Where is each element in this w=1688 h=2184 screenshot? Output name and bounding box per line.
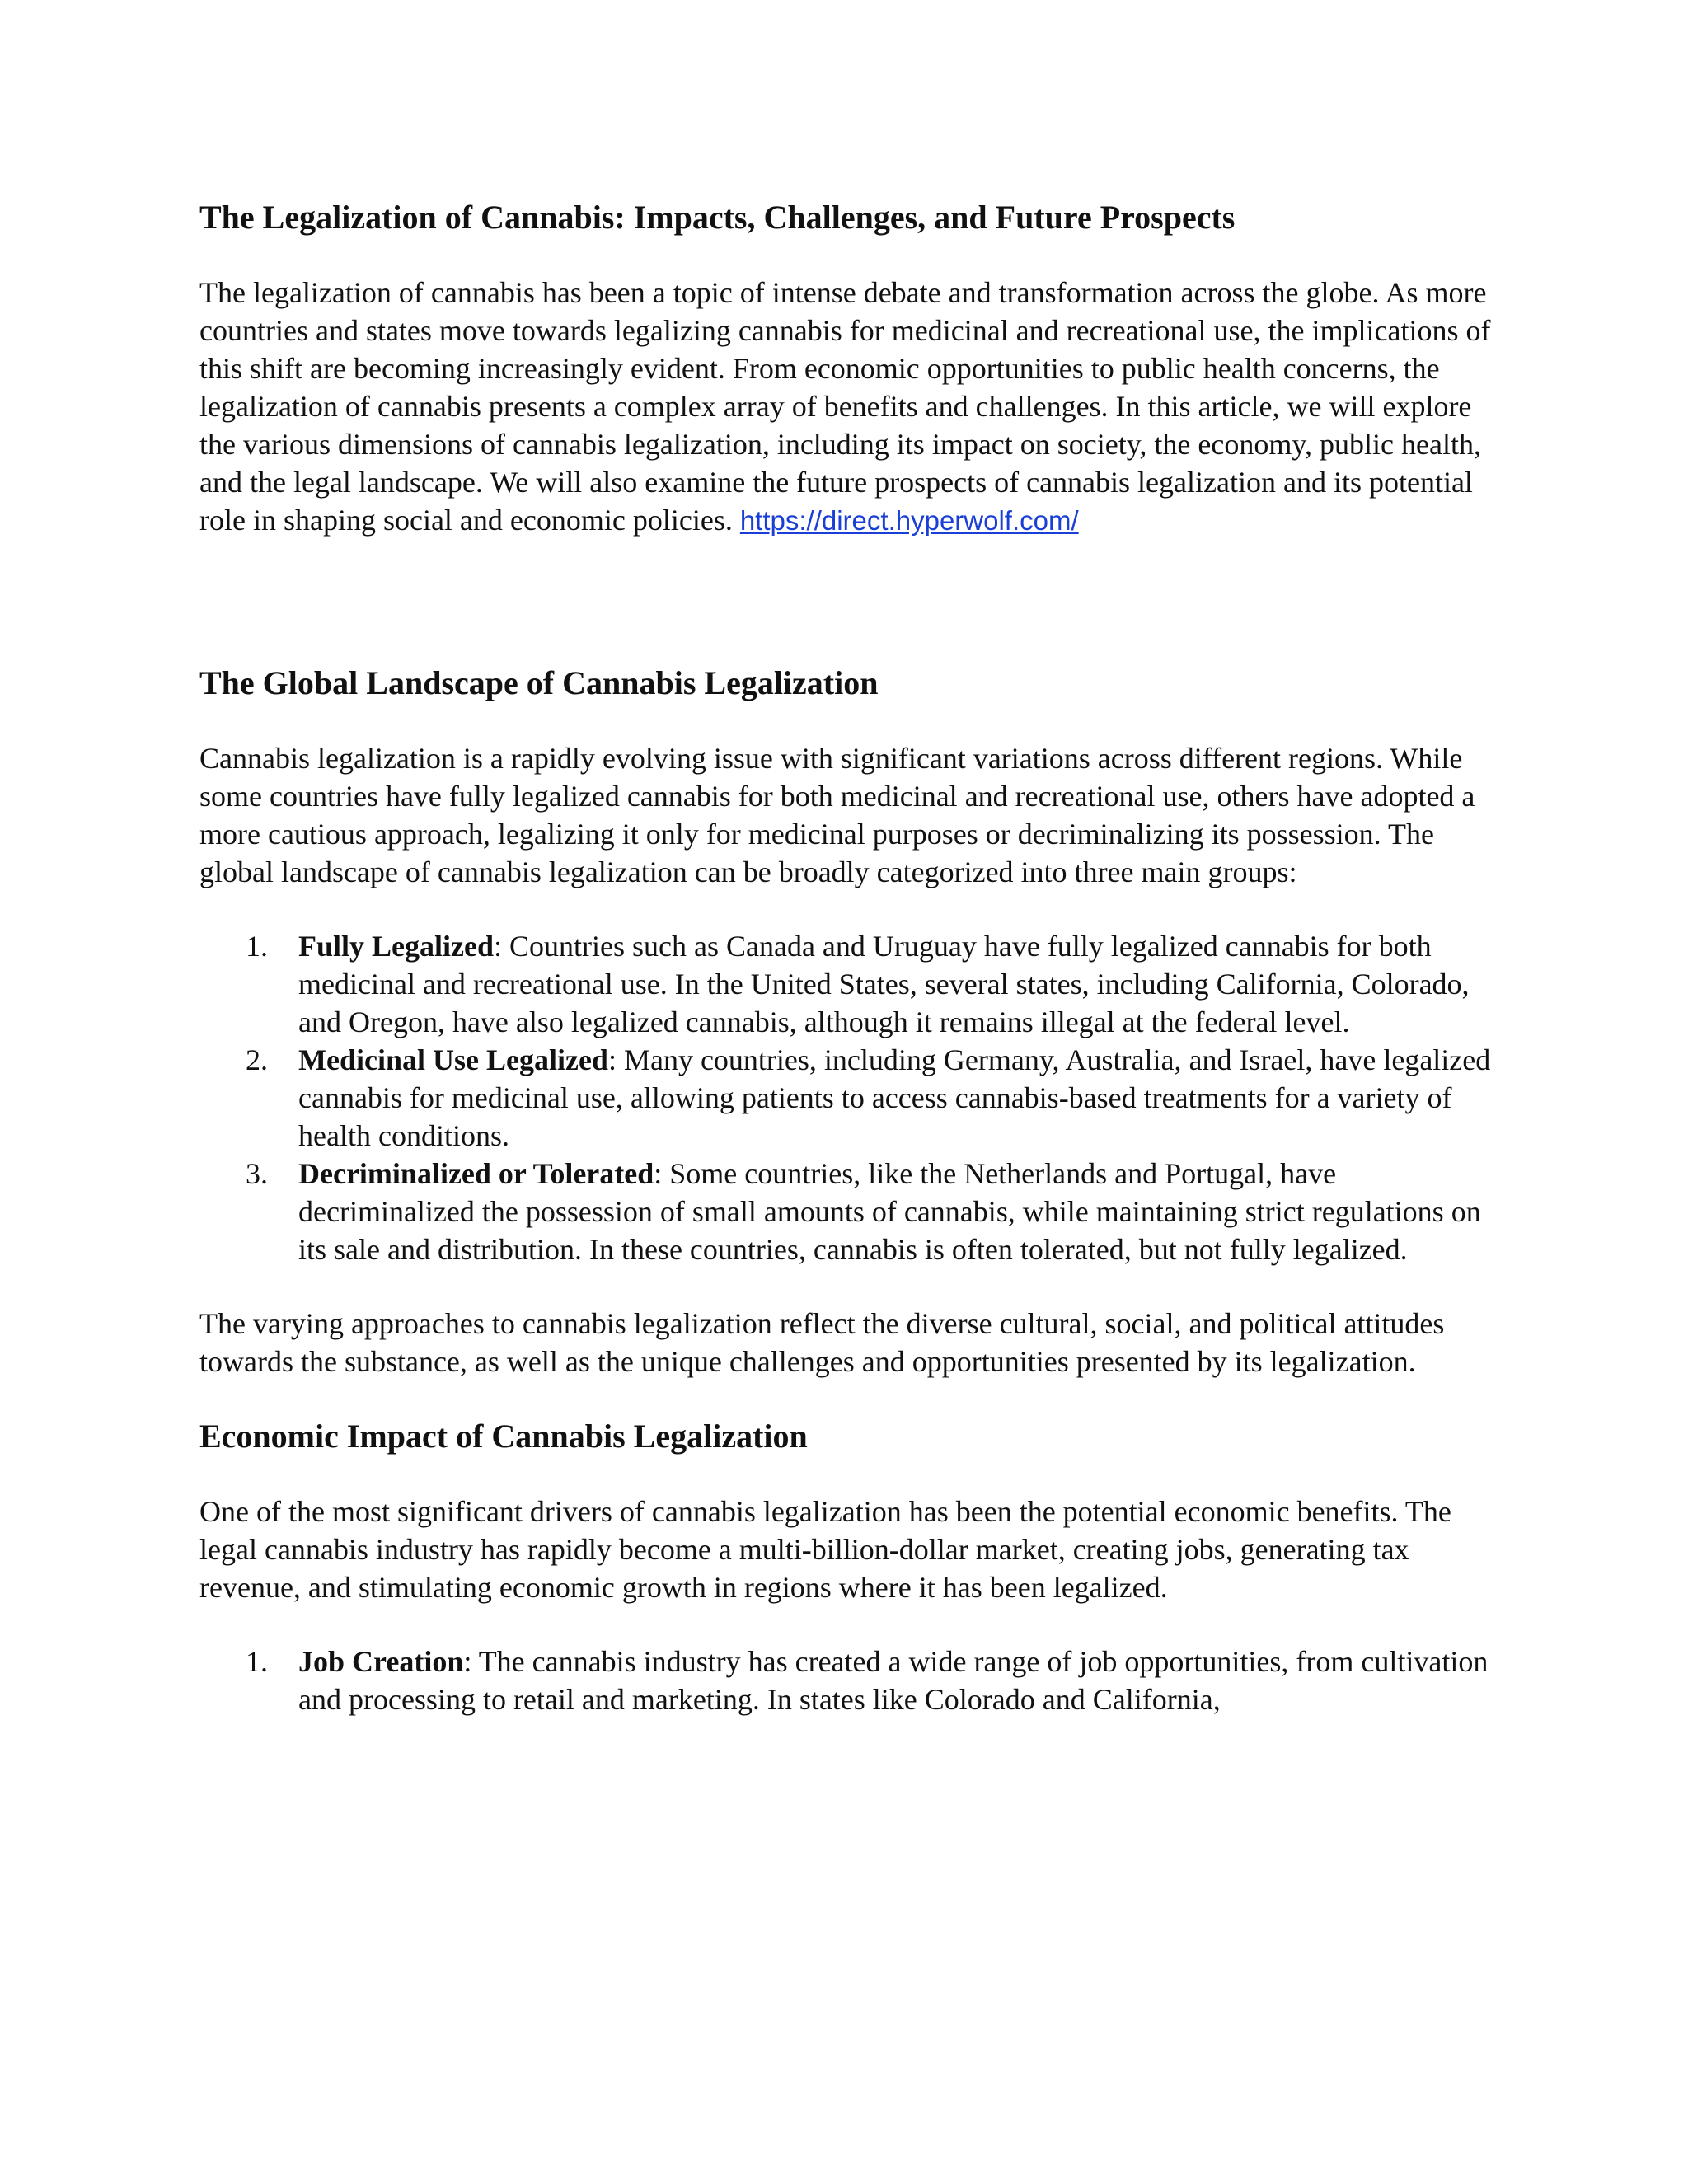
economic-impacts-list	[199, 1643, 1502, 1718]
global-closing-paragraph: The varying approaches to cannabis legalization reflect the diverse cultural, social, and political attitudes towards the substance, as well as the unique challenges and opportunities presented by its legalization.	[199, 1307, 1445, 1378]
document-title: The Legalization of Cannabis: Impacts, Challenges, and Future Prospects	[199, 199, 1236, 236]
list-item-text: : The cannabis industry has created a wide range of job opportunities, from cultivation and processing to retail and marketing. In states like Colorado and California,	[298, 1645, 1489, 1716]
intro-paragraph	[199, 274, 1502, 540]
list-item	[199, 927, 1502, 1041]
document-page	[199, 198, 1502, 1718]
section-heading-global: The Global Landscape of Cannabis Legalization	[199, 664, 879, 701]
list-item-term: Job Creation	[298, 1645, 464, 1678]
economic-intro-paragraph: One of the most significant drivers of cannabis legalization has been the potential economic benefits. The legal cannabis industry has rapidly become a multi-billion-dollar market, creating jobs, generating tax revenue, and stimulating economic growth in regions where it has been legalized.	[199, 1495, 1451, 1604]
list-item	[199, 1041, 1502, 1155]
section-heading-economic: Economic Impact of Cannabis Legalization	[199, 1418, 808, 1455]
list-item	[199, 1155, 1502, 1268]
global-intro-paragraph: Cannabis legalization is a rapidly evolving issue with significant variations across different regions. While some countries have fully legalized cannabis for both medicinal and recreational use, others have adopted a more cautious approach, legalizing it only for medicinal purposes or decriminalizing its possession. The global landscape of cannabis legalization can be broadly categorized into three main groups:	[199, 742, 1475, 888]
list-item	[199, 1643, 1502, 1718]
list-number: 1.	[246, 1645, 268, 1678]
list-number: 2.	[246, 1043, 268, 1076]
list-item-text: : Countries such as Canada and Uruguay have fully legalized cannabis for both medicinal and recreational use. In the United States, several states, including California, Colorado, and Oregon, have also legalized cannabis, although it remains illegal at the federal level.	[298, 930, 1470, 1038]
list-number: 1.	[246, 930, 268, 963]
list-item-term: Decriminalized or Tolerated	[298, 1157, 654, 1190]
list-item-term: Medicinal Use Legalized	[298, 1043, 608, 1076]
list-item-text: : Some countries, like the Netherlands and Portugal, have decriminalized the possession of small amounts of cannabis, while maintaining strict regulations on its sale and distribution. In these countries, cannabis is often tolerated, but not fully legalized.	[298, 1157, 1481, 1266]
list-item-term: Fully Legalized	[298, 930, 494, 963]
intro-text: The legalization of cannabis has been a topic of intense debate and transformation across the globe. As more countries and states move towards legalizing cannabis for medicinal and recreational use, the implications of this shift are becoming increasingly evident. From economic opportunities to public health concerns, the legalization of cannabis presents a complex array of benefits and challenges. In this article, we will explore the various dimensions of cannabis legalization, including its impact on society, the economy, public health, and the legal landscape. We will also examine the future prospects of cannabis legalization and its potential role in shaping social and economic policies.	[199, 276, 1491, 537]
hyperwolf-link[interactable]: https://direct.hyperwolf.com/	[739, 505, 1079, 536]
global-categories-list	[199, 927, 1502, 1268]
list-item-text: : Many countries, including Germany, Australia, and Israel, have legalized cannabis for medicinal use, allowing patients to access cannabis-based treatments for a variety of health conditions.	[298, 1043, 1491, 1152]
list-number: 3.	[246, 1157, 268, 1190]
